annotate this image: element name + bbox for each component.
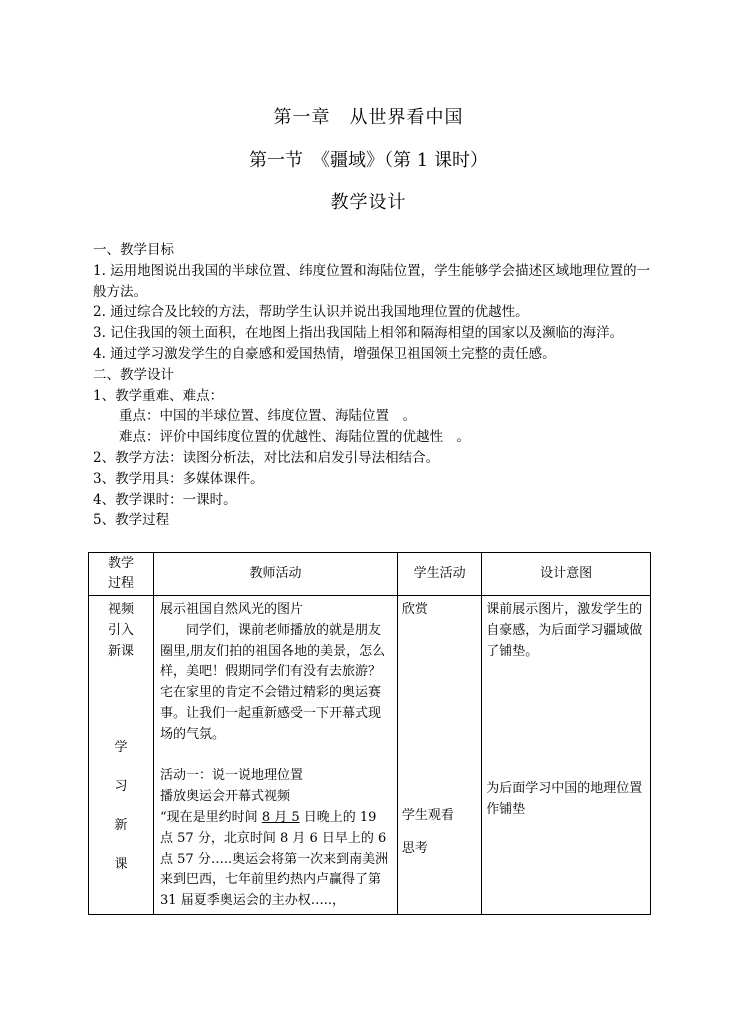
goal-item-1: 1. 运用地图说出我国的半球位置、纬度位置和海陆位置，学生能够学会描述区域地理位置的一般方法。	[93, 262, 651, 300]
teacher-quote	[160, 808, 391, 912]
stage-text: 视频	[108, 602, 135, 617]
student-text: 学生观看	[401, 808, 454, 823]
teaching-tools: 3、教学用具：多媒体课件。	[93, 470, 264, 487]
header-student: 学生活动	[397, 553, 481, 596]
quote-text: “现在是里约时间	[160, 809, 262, 825]
quote-underlined: 8 月 5	[261, 809, 300, 825]
intent-text: 课前展示图片，激发学生的自豪感，为后面学习疆域做了铺垫。	[486, 602, 643, 659]
document-title: 教学设计	[330, 192, 407, 213]
teacher-activity-cell	[154, 596, 398, 915]
header-stage-line2: 过程	[108, 576, 135, 591]
section-title: 第一节 《疆域》（第 1 课时）	[249, 150, 488, 171]
goal-item-3: 3. 记住我国的领土面积，在地图上指出我国陆上相邻和隔海相望的国家以及濒临的海洋。	[93, 325, 624, 342]
teaching-hours: 4、教学课时：一课时。	[93, 491, 237, 508]
key-point: 重点：中国的半球位置、纬度位置、海陆位置 。	[119, 408, 416, 425]
header-teacher: 教师活动	[154, 553, 398, 596]
key-heading: 1、教学重难、难点：	[93, 387, 224, 404]
goal-item-4: 4. 通过学习激发学生的自豪感和爱国热情，增强保卫祖国领土完整的责任感。	[93, 345, 556, 362]
student-text: 欣赏	[401, 602, 428, 617]
quote-text: 日晚上的 19 点 57 分，北京时间 8 月 6 日早上的 6 点 57 分…..奥运会将第一次来到南美洲来到巴西，七年前里约热内卢赢得了第 31 届夏季奥运会的主办权…..，	[160, 809, 389, 909]
table-header-row	[89, 553, 651, 596]
teaching-process-table	[88, 552, 651, 915]
goals-heading: 一、教学目标	[93, 242, 174, 258]
chapter-title: 第一章 从世界看中国	[273, 107, 464, 128]
goal-item-2: 2. 通过综合及比较的方法，帮助学生认识并说出我国地理位置的优越性。	[93, 304, 529, 321]
header-intent: 设计意图	[482, 553, 651, 596]
teacher-line: 展示祖国自然风光的图片	[160, 602, 304, 617]
student-text: 思考	[401, 841, 428, 856]
teacher-line: 播放奥运会开幕式视频	[160, 789, 291, 805]
teacher-paragraph: 同学们，课前老师播放的就是朋友圈里,朋友们拍的祖国各地的美景，怎么样，美吧！假期同学们有没有去旅游？宅在家里的肯定不会错过精彩的奥运赛事。让我们一起重新感受一下开幕式现场的气氛。	[160, 622, 386, 742]
stage-cell	[89, 596, 154, 915]
difficult-point: 难点：评价中国纬度位置的优越性、海陆位置的优越性 。	[119, 429, 470, 446]
student-activity-cell	[397, 596, 481, 915]
activity-title: 活动一：说一说地理位置	[160, 768, 304, 784]
stage-text: 引入	[108, 622, 135, 638]
process-heading: 5、教学过程	[93, 512, 170, 529]
stage-text: 习	[114, 779, 128, 795]
intent-text: 为后面学习中国的地理位置作铺垫	[486, 781, 643, 817]
stage-text: 学	[114, 740, 128, 756]
header-stage	[89, 553, 154, 596]
design-heading: 二、教学设计	[93, 366, 174, 383]
body-text	[93, 240, 653, 531]
header-stage-line1: 教学	[108, 556, 135, 571]
table-row	[89, 596, 651, 915]
stage-text: 新	[114, 817, 128, 833]
design-intent-cell	[482, 596, 651, 915]
teaching-method: 2、教学方法：读图分析法，对比法和启发引导法相结合。	[93, 449, 440, 466]
stage-text: 新课	[108, 643, 135, 659]
stage-text: 课	[114, 856, 128, 872]
